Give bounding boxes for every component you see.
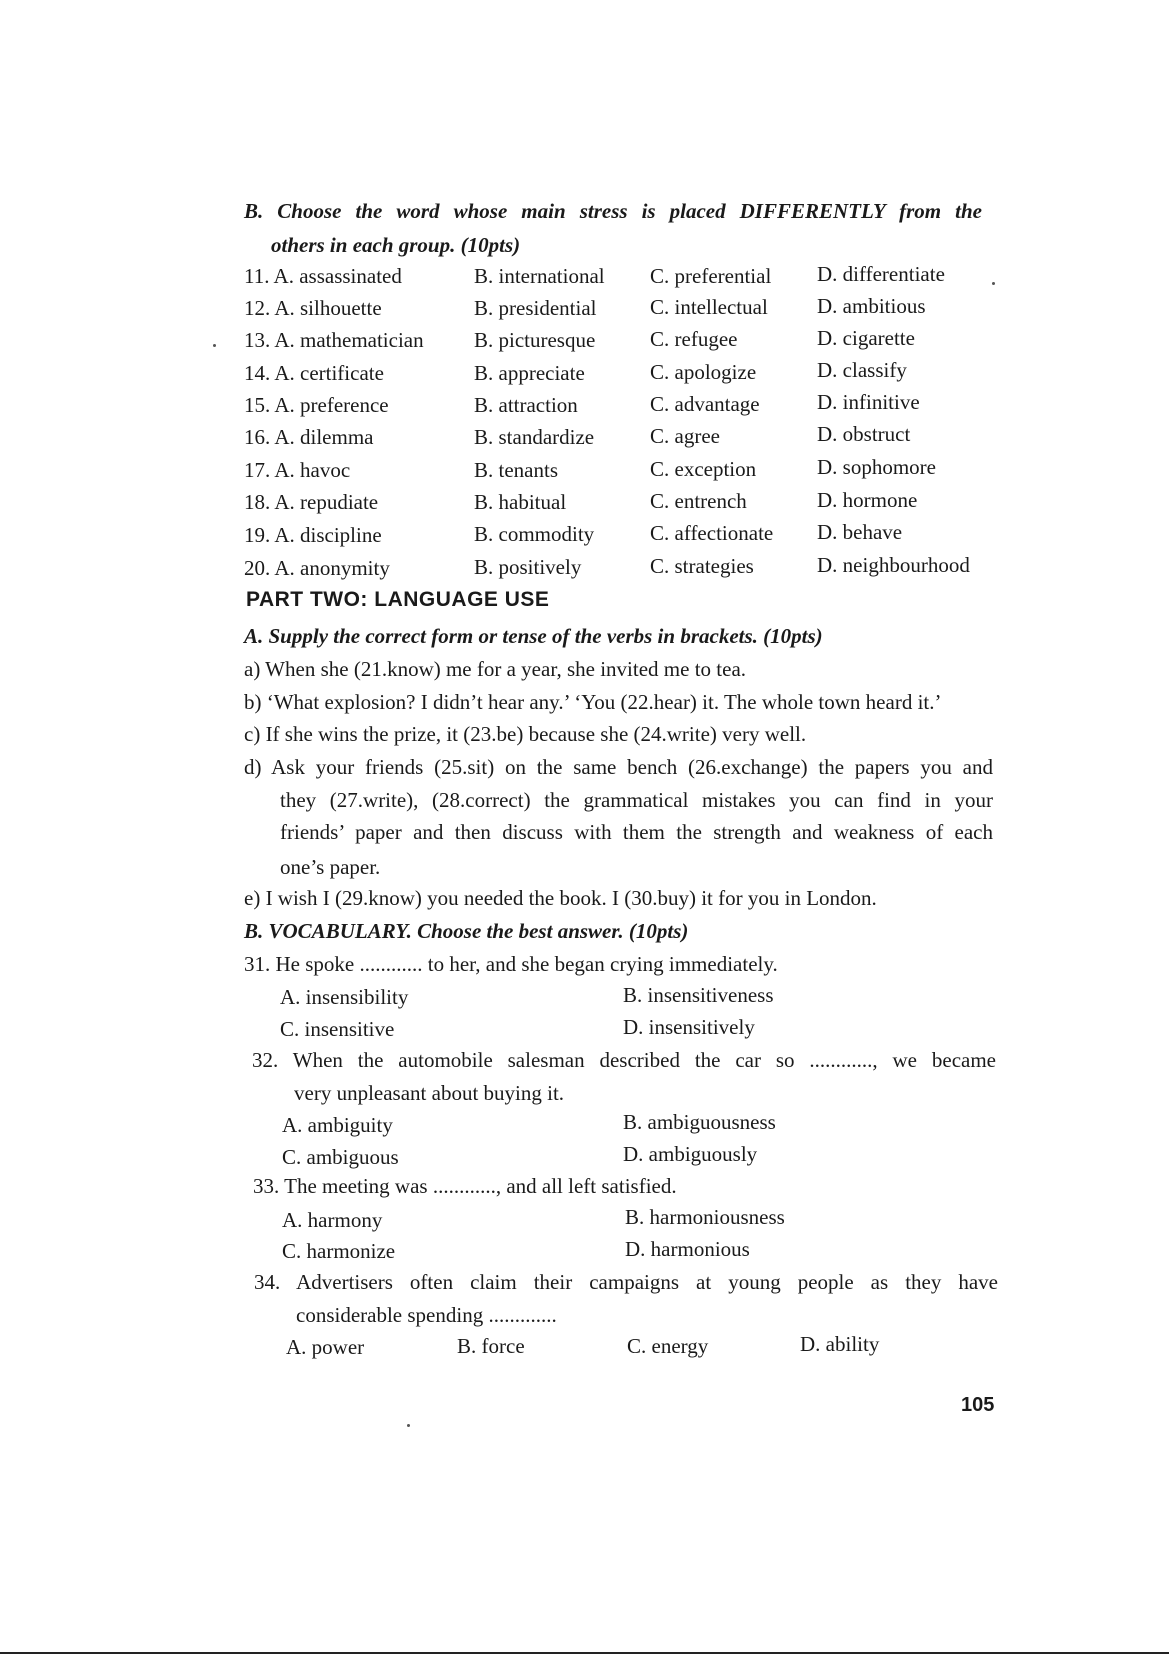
stress-instruction-line2: others in each group. (10pts) (271, 233, 521, 257)
q13-option-c: C. refugee (650, 327, 738, 351)
q14-option-c: C. apologize (650, 360, 757, 384)
q15-option-b: B. attraction (474, 393, 578, 417)
part-two-heading: PART TWO: LANGUAGE USE (246, 588, 550, 611)
q14-option-a: 14. A. certificate (244, 361, 384, 385)
q19-option-b: B. commodity (474, 522, 595, 546)
scan-bottom-edge (0, 1652, 1169, 1654)
q11-option-c: C. preferential (650, 264, 772, 288)
q15-option-d: D. infinitive (817, 390, 920, 414)
q13-option-b: B. picturesque (474, 328, 596, 352)
q18-option-d: D. hormone (817, 488, 918, 512)
q13-option-a: 13. A. mathematician (244, 328, 424, 352)
q14-option-b: B. appreciate (474, 361, 585, 385)
q13-option-d: D. cigarette (817, 326, 915, 350)
q33-option-a: A. harmony (282, 1208, 383, 1232)
q32-stem-line2: very unpleasant about buying it. (294, 1081, 565, 1105)
q17-option-b: B. tenants (474, 458, 558, 482)
q12-option-c: C. intellectual (650, 295, 768, 319)
verb-item-a: a) When she (21.know) me for a year, she invited me to tea. (244, 657, 747, 681)
verb-item-b: b) ‘What explosion? I didn’t hear any.’ ‘You (22.hear) it. The whole town heard it.’ (244, 690, 942, 714)
q15-option-c: C. advantage (650, 392, 760, 416)
q19-option-d: D. behave (817, 520, 903, 544)
q33-option-b: B. harmoniousness (625, 1205, 785, 1229)
q31-option-b: B. insensitiveness (623, 983, 774, 1007)
q20-option-d: D. neighbourhood (817, 553, 970, 577)
q32-option-a: A. ambiguity (282, 1113, 393, 1137)
verb-item-e: e) I wish I (29.know) you needed the book. I (30.buy) it for you in London. (244, 886, 877, 910)
q16-option-b: B. standardize (474, 425, 595, 449)
q34-stem-line2: considerable spending ............. (296, 1303, 557, 1327)
q32-option-d: D. ambiguously (623, 1142, 758, 1166)
verb-item-d-line3: friends’ paper and then discuss with them the strength and weakness of each (280, 820, 993, 844)
q16-option-c: C. agree (650, 424, 720, 448)
q33-stem: 33. The meeting was ............, and all left satisfied. (253, 1174, 677, 1198)
q16-option-d: D. obstruct (817, 422, 911, 446)
q33-option-d: D. harmonious (625, 1237, 750, 1261)
page-number: 105 (961, 1394, 995, 1416)
q19-option-a: 19. A. discipline (244, 523, 382, 547)
q31-option-c: C. insensitive (280, 1017, 395, 1041)
verb-item-d-line4: one’s paper. (280, 855, 381, 879)
q31-option-d: D. insensitively (623, 1015, 755, 1039)
verb-item-d-line2: they (27.write), (28.correct) the grammatical mistakes you can find in your (280, 788, 993, 812)
q31-stem: 31. He spoke ............ to her, and she began crying immediately. (244, 952, 778, 976)
q20-option-a: 20. A. anonymity (244, 556, 390, 580)
verb-item-c: c) If she wins the prize, it (23.be) because she (24.write) very well. (244, 722, 807, 746)
q17-option-c: C. exception (650, 457, 757, 481)
q12-option-a: 12. A. silhouette (244, 296, 382, 320)
q34-option-c: C. energy (627, 1334, 709, 1358)
q20-option-c: C. strategies (650, 554, 754, 578)
q16-option-a: 16. A. dilemma (244, 425, 374, 449)
q34-option-b: B. force (457, 1334, 525, 1358)
q11-option-b: B. international (474, 264, 605, 288)
q14-option-d: D. classify (817, 358, 907, 382)
q34-option-d: D. ability (800, 1332, 880, 1356)
q17-option-d: D. sophomore (817, 455, 936, 479)
verb-item-d-line1: d) Ask your friends (25.sit) on the same bench (26.exchange) the papers you and (244, 755, 993, 779)
q12-option-d: D. ambitious (817, 294, 926, 318)
q34-stem-line1: 34. Advertisers often claim their campaigns at young people as they have (254, 1270, 998, 1294)
q12-option-b: B. presidential (474, 296, 597, 320)
q15-option-a: 15. A. preference (244, 393, 389, 417)
q11-option-a: 11. A. assassinated (244, 264, 402, 288)
q33-option-c: C. harmonize (282, 1239, 396, 1263)
q18-option-a: 18. A. repudiate (244, 490, 379, 514)
q31-option-a: A. insensibility (280, 985, 409, 1009)
q20-option-b: B. positively (474, 555, 582, 579)
scan-speck (407, 1424, 410, 1427)
stress-instruction-line1: B. Choose the word whose main stress is placed DIFFERENTLY from the (244, 199, 982, 223)
q11-option-d: D. differentiate (817, 262, 945, 286)
q32-option-b: B. ambiguousness (623, 1110, 776, 1134)
section-a-title: A. Supply the correct form or tense of the verbs in brackets. (10pts) (244, 624, 823, 648)
section-b-vocab-title: B. VOCABULARY. Choose the best answer. (10pts) (244, 919, 689, 943)
q19-option-c: C. affectionate (650, 521, 774, 545)
scan-speck (213, 344, 216, 347)
q18-option-c: C. entrench (650, 489, 747, 513)
q18-option-b: B. habitual (474, 490, 567, 514)
q17-option-a: 17. A. havoc (244, 458, 351, 482)
q34-option-a: A. power (286, 1335, 365, 1359)
scan-speck (992, 282, 995, 285)
q32-option-c: C. ambiguous (282, 1145, 399, 1169)
q32-stem-line1: 32. When the automobile salesman described the car so ............, we became (252, 1048, 996, 1072)
